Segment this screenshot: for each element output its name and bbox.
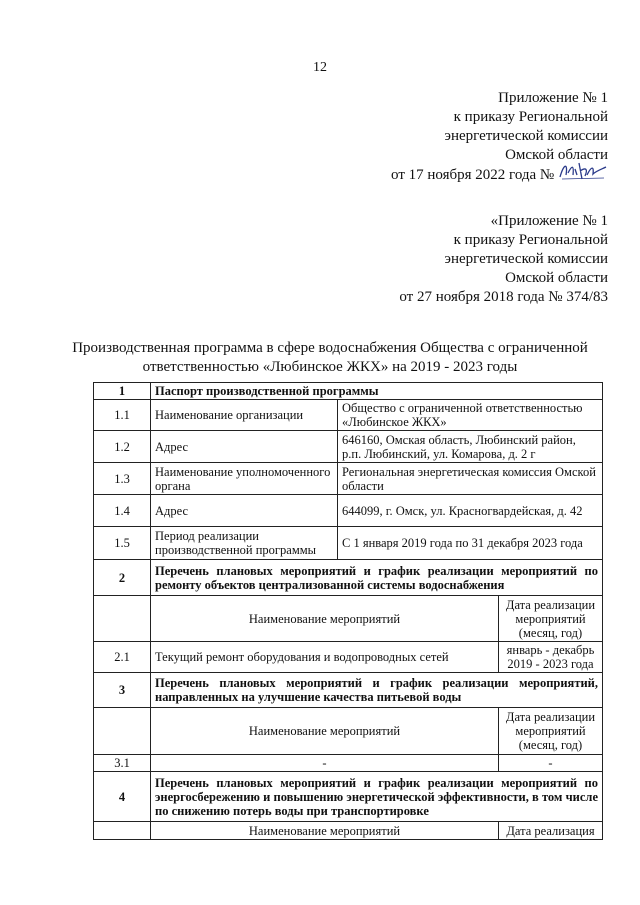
column-header-date: Дата реализации мероприятий (месяц, год) [499,596,603,642]
annex-line: энергетической комиссии [444,251,608,267]
section-title: Перечень плановых мероприятий и график реализации мероприятий по энергосбережению и повышению энергетической эффективности, в том числе по снижению потерь воды при транспортировке [151,772,603,822]
row-label: - [151,755,499,772]
section-number: 3 [94,673,151,708]
table-row [94,772,603,822]
annex-header-new [391,89,608,185]
row-number: 2.1 [94,642,151,673]
table-row [94,755,603,772]
annex-line: от 27 ноября 2018 года № 374/83 [399,289,608,305]
document-title: Производственная программа в сфере водоснабжения Общества с ограниченной ответственностью «Любинское ЖКХ» на 2019 - 2023 годы [72,340,588,375]
table-row [94,495,603,527]
row-number: 3.1 [94,755,151,772]
table-row [94,527,603,560]
annex-line: к приказу Региональной [453,109,608,125]
row-value: 646160, Омская область, Любинский район, р.п. Любинский, ул. Комарова, д. 2 г [338,431,603,463]
column-header-name: Наименование мероприятий [151,822,499,840]
column-header-name: Наименование мероприятий [151,708,499,755]
row-value: - [499,755,603,772]
section-number: 1 [94,383,151,400]
row-number: 1.4 [94,495,151,527]
table-row [94,560,603,596]
row-value: январь - декабрь 2019 - 2023 года [499,642,603,673]
row-number: 1.1 [94,400,151,431]
row-label: Адрес [151,431,338,463]
annex-line: «Приложение № 1 [490,213,608,229]
program-table [93,382,603,840]
row-value: Региональная энергетическая комиссия Омской области [338,463,603,495]
annex-date-line [391,165,608,185]
section-title: Перечень плановых мероприятий и график реализации мероприятий по ремонту объектов централизованной системы водоснабжения [151,560,603,596]
column-header-date: Дата реализации мероприятий (месяц, год) [499,708,603,755]
column-header-date: Дата реализация [499,822,603,840]
annex-line: к приказу Региональной [453,232,608,248]
annex-line: энергетической комиссии [444,128,608,144]
table-row [94,708,603,755]
row-number: 1.2 [94,431,151,463]
handwritten-order-number-signature [558,165,608,181]
annex-line: Омской области [505,270,608,286]
section-number: 2 [94,560,151,596]
row-label: Наименование организации [151,400,338,431]
table-row [94,822,603,840]
row-value: С 1 января 2019 года по 31 декабря 2023 года [338,527,603,560]
table-row [94,463,603,495]
column-header-name: Наименование мероприятий [151,596,499,642]
page-number: 12 [313,60,327,75]
annex-line: Омской области [505,147,608,163]
section-number: 4 [94,772,151,822]
row-label: Период реализации производственной программы [151,527,338,560]
annex-date: от 17 ноября 2022 года № [391,167,558,183]
table-row [94,400,603,431]
table-row [94,596,603,642]
row-number: 1.5 [94,527,151,560]
section-title: Паспорт производственной программы [151,383,603,400]
annex-line: Приложение № 1 [498,90,608,106]
annex-header-old [399,212,608,307]
row-label: Адрес [151,495,338,527]
row-value: 644099, г. Омск, ул. Красногвардейская, д. 42 [338,495,603,527]
section-title: Перечень плановых мероприятий и график реализации мероприятий, направленных на улучшение качества питьевой воды [151,673,603,708]
table-row [94,642,603,673]
table-row [94,383,603,400]
row-label: Наименование уполномоченного органа [151,463,338,495]
row-label: Текущий ремонт оборудования и водопроводных сетей [151,642,499,673]
table-row [94,431,603,463]
row-number: 1.3 [94,463,151,495]
row-value: Общество с ограниченной ответственностью «Любинское ЖКХ» [338,400,603,431]
table-row [94,673,603,708]
